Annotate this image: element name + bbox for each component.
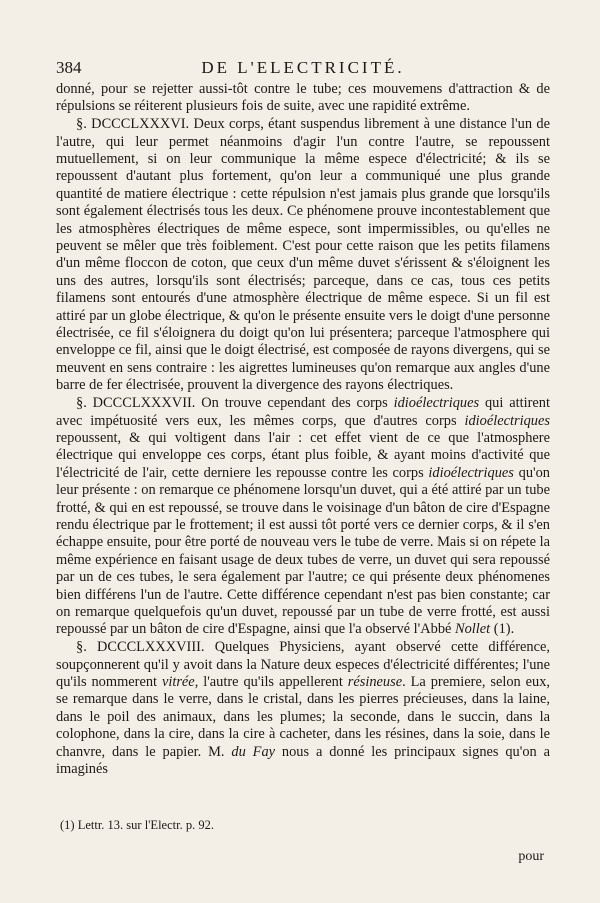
- body-text: [56, 81, 550, 779]
- paragraph-continuation: donné, pour se rejetter aussi-tôt contre le tube; ces mouvemens d'attraction & de répulsions se réiterent plusieurs fois de suite, avec une rapidité extrême.: [56, 81, 550, 115]
- paragraph-886: §. DCCCLXXXVI. Deux corps, étant suspendus librement à une distance l'un de l'autre, qui leur permet néanmoins d'agir l'un contre l'autre, se repoussent mutuellement, si on leur communique la même espece d'électricité; & ils se repoussent d'autant plus fortement, qu'on leur a communiqué une plus grande quantité de matiere électrique : cette répulsion n'est jamais plus grande que lorsqu'ils sont également électrisés tous les deux. Ce phénomene prouve incontestablement que les atmosphères électriques de même espece, sont impermissibles, ou qu'elles ne peuvent se mêler que très foiblement. C'est pour cette raison que les petits filamens d'un même floccon de coton, que ceux d'un même duvet s'érissent & s'éloignent les uns des autres, lorsqu'ils sont électrisés; parceque, dans ce cas, tous ces petits filamens sont entourés d'une atmosphère électrique de même espece. Si un fil est attiré par un globe électrique, & qu'on le présente ensuite vers le doigt d'une personne électrisée, ce fil s'éloignera du doigt qu'on lui présentera; parceque l'atmosphere qui enveloppe ce fil, ainsi que le doigt électrisé, est composée de rayons divergens, qui se meuvent en sens contraire : les aigrettes lumineuses qu'on remarque aux angles d'une barre de fer électrisée, prouvent la divergence des rayons électriques.: [56, 116, 550, 394]
- italic-term: résineuse: [347, 673, 403, 690]
- page-header: [56, 58, 550, 80]
- italic-name: Nollet: [455, 621, 491, 638]
- catchword: pour: [518, 849, 544, 864]
- page-number: 384: [56, 58, 82, 77]
- italic-term: idioélectriques: [393, 395, 480, 412]
- italic-term: idioélectriques: [428, 464, 514, 481]
- paragraph-888: §. DCCCLXXXVIII. Quelques Physiciens, ayant observé cette différence, soupçonnerent qu'il y avoit dans la Nature deux especes d'électricité différentes; l'une qu'ils nommerent vitrée, l'autre qu'ils appellerent résineuse. La premiere, selon eux, se remarque dans le verre, dans le cristal, dans les pierres précieuses, dans la laine, dans le poil des animaux, dans les plumes; la seconde, dans le succin, dans la colophone, dans la cire, dans la cire à cacheter, dans les résines, dans la soie, dans le chanvre, dans le papier. M. du Fay nous a donné les principaux signes qu'on a imaginés: [56, 639, 550, 778]
- paragraph-887: §. DCCCLXXXVII. On trouve cependant des corps idioélectriques qui attirent avec impétuosité vers eux, les mêmes corps, que d'autres corps idioélectriques repoussent, & qui voltigent dans l'air : cet effet vient de ce que l'atmosphere électrique qui enveloppe ces corps, étant plus foible, & ayant moins d'activité que l'électricité de l'air, cette derniere les repousse contre les corps idioélectriques qu'on leur présente : on remarque ce phénomene lorsqu'un duvet, qui a été attiré par un tube frotté, & qui en est repoussé, se trouve dans le voisinage d'un bâton de cire d'Espagne rendu électrique par le frottement; il est aussi tôt porté vers ce dernier corps, & il s'en échappe ensuite, pour être porté de nouveau vers le tube de verre. Mais si on répete la même expérience en faisant usage de deux tubes de verre, un duvet qui sera repoussé par un de ces tubes, le sera également par l'autre; ce qui présente deux phénomenes bien différens l'un de l'autre. Cette différence cependant n'est pas bien constante; car on remarque quelquefois qu'un duvet, repoussé par un tube de verre frotté, est aussi repoussé par un bâton de cire d'Espagne, ainsi que l'a observé l'Abbé Nollet (1).: [56, 395, 550, 638]
- italic-term: vitrée: [161, 673, 195, 690]
- footnote: (1) Lettr. 13. sur l'Electr. p. 92.: [60, 818, 214, 832]
- italic-term: idioélectriques: [464, 412, 550, 429]
- italic-name: du Fay: [231, 743, 276, 760]
- running-title: DE L'ELECTRICITÉ.: [201, 58, 405, 77]
